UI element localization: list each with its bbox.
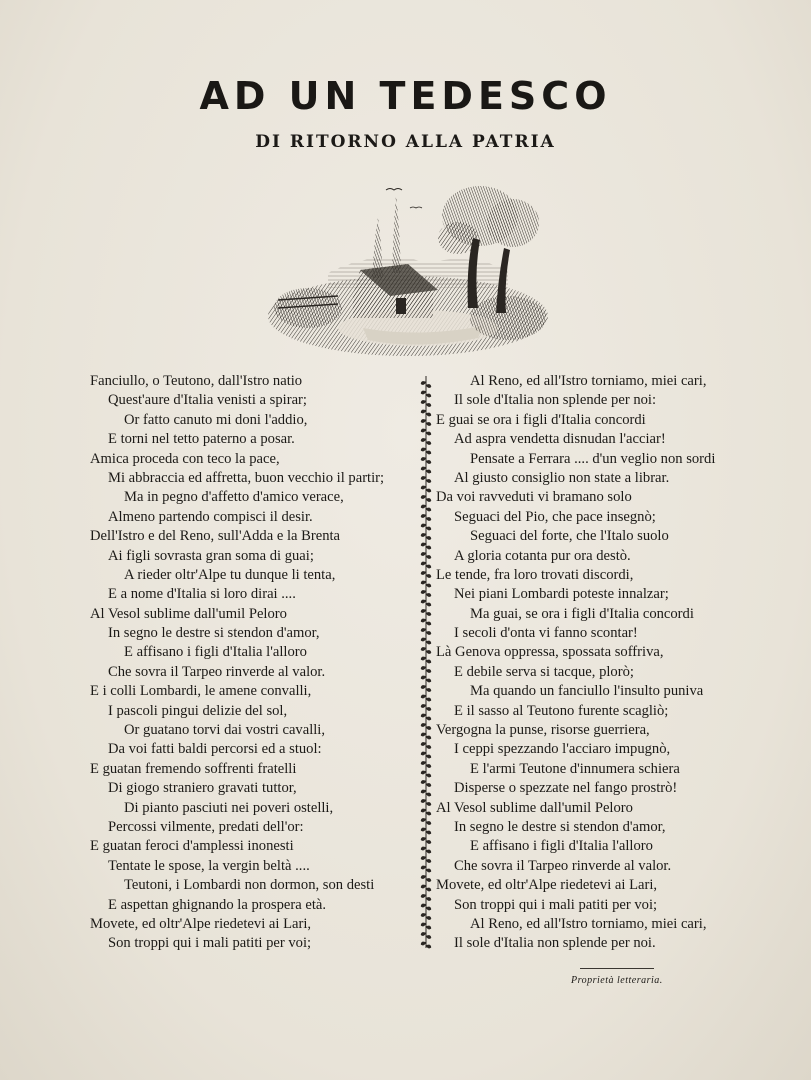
poem-line: Ma guai, se ora i figli d'Italia concordi [470,605,694,622]
poem-line: Pensate a Ferrara .... d'un veglio non sordi [470,450,716,467]
poem-line: E guatan feroci d'amplessi inonesti [90,838,294,855]
poem-line: Fanciullo, o Teutono, dall'Istro natio [90,373,303,389]
ornamental-vine-divider-icon [419,372,433,952]
poem-line: Or guatano torvi dai vostri cavalli, [124,722,326,739]
poem-line: E guatan fremendo soffrenti fratelli [90,760,297,777]
poem-line: Mi abbraccia ed affretta, buon vecchio il partir; [108,469,385,486]
poem-line: E torni nel tetto paterno a posar. [108,431,295,448]
poem-line: Che sovra il Tarpeo rinverde al valor. [108,663,326,680]
poem-line: A gloria cotanta pur ora destò. [454,547,631,564]
poem-line: Son troppi qui i mali patiti per voi; [454,896,658,913]
poem-line: A rieder oltr'Alpe tu dunque li tenta, [124,566,336,583]
poem-line: E affisano i figli d'Italia l'alloro [124,644,307,661]
poem-line: Dell'Istro e del Reno, sull'Adda e la Brenta [90,528,341,545]
poem-line: Seguaci del Pio, che pace insegnò; [454,508,656,525]
poem-line: Ma quando un fanciullo l'insulto puniva [470,683,704,700]
poem-line: Al Reno, ed all'Istro torniamo, miei cari, [470,915,707,932]
poem-line: E l'armi Teutone d'innumera schiera [470,760,680,777]
poem-line: Amica proceda con teco la pace, [90,450,280,467]
poem-line: E aspettan ghignando la prospera età. [108,896,327,913]
poem-line: Al Vesol sublime dall'umil Peloro [436,799,633,816]
poem-line: I secoli d'onta vi fanno scontar! [454,625,638,642]
poem-line: Ai figli sovrasta gran soma di guai; [108,547,314,564]
poem-line: Che sovra il Tarpeo rinverde al valor. [454,857,672,874]
poem-line: Le tende, fra loro trovati discordi, [436,566,634,583]
poem-line: Seguaci del forte, che l'Italo suolo [470,528,669,545]
poem-line: Teutoni, i Lombardi non dormon, son desti [124,877,375,894]
poem-line: E il sasso al Teutono furente scagliò; [454,702,669,719]
poem-line: Tentate le spose, la vergin beltà .... [108,857,310,874]
poem-line: Al Vesol sublime dall'umil Peloro [90,605,287,622]
poem-line: Son troppi qui i mali patiti per voi; [108,935,312,952]
poem-line: Ma in pegno d'affetto d'amico verace, [124,489,344,506]
poem-line: Percossi vilmente, predati dell'or: [108,818,304,835]
poem-line: E guai se ora i figli d'Italia concordi [436,411,646,428]
poem-title: AD UN TEDESCO [199,74,612,118]
poem-line: In segno le destre si stendon d'amor, [108,625,320,642]
poem-line: Di giogo straniero gravati tuttor, [108,780,297,797]
poem-line: E i colli Lombardi, le amene convalli, [90,683,312,700]
poem-line: Or fatto canuto mi doni l'addio, [124,411,308,428]
poem-line: Movete, ed oltr'Alpe riedetevi ai Lari, [436,877,658,894]
poem-line: Al giusto consiglio non state a librar. [454,469,670,486]
poem-line: Disperse o spezzate nel fango prostrò! [454,780,678,797]
poem-line: Da voi fatti baldi percorsi ed a stuol: [108,741,322,758]
poem-line: Movete, ed oltr'Alpe riedetevi ai Lari, [90,915,312,932]
poem-line: Di pianto pasciuti nei poveri ostelli, [124,799,334,816]
poem-line: Quest'aure d'Italia venisti a spirar; [108,392,307,409]
poem-line: Il sole d'Italia non splende per noi: [454,392,657,409]
poem-line: Da voi ravveduti vi bramano solo [436,489,632,506]
poem-line: E a nome d'Italia si loro dirai .... [108,586,296,603]
poem-line: Almeno partendo compisci il desir. [108,508,313,525]
poem-subtitle: DI RITORNO ALLA PATRIA [255,132,556,152]
poem-line: Al Reno, ed all'Istro torniamo, miei cari, [470,373,707,389]
poem-line: In segno le destre si stendon d'amor, [454,818,666,835]
poem-line: Là Genova oppressa, spossata soffriva, [436,644,664,661]
poem-line: Nei piani Lombardi poteste innalzar; [454,586,669,603]
footer-note: Proprietà letteraria. [571,975,663,986]
poem-line: I ceppi spezzando l'acciaro impugnò, [454,741,671,758]
poem-line: Vergogna la punse, risorse guerriera, [436,722,650,739]
poem-line: Il sole d'Italia non splende per noi. [454,935,656,952]
landscape-engraving-icon [268,178,548,356]
poem-line: I pascoli pingui delizie del sol, [108,702,288,719]
poem-line: E affisano i figli d'Italia l'alloro [470,838,653,855]
left-poem-column [90,372,420,954]
poem-line: E debile serva si tacque, plorò; [454,663,634,680]
poem-line: Ad aspra vendetta disnudan l'acciar! [454,431,666,448]
footer-rule [580,968,654,969]
right-poem-column [436,372,776,954]
